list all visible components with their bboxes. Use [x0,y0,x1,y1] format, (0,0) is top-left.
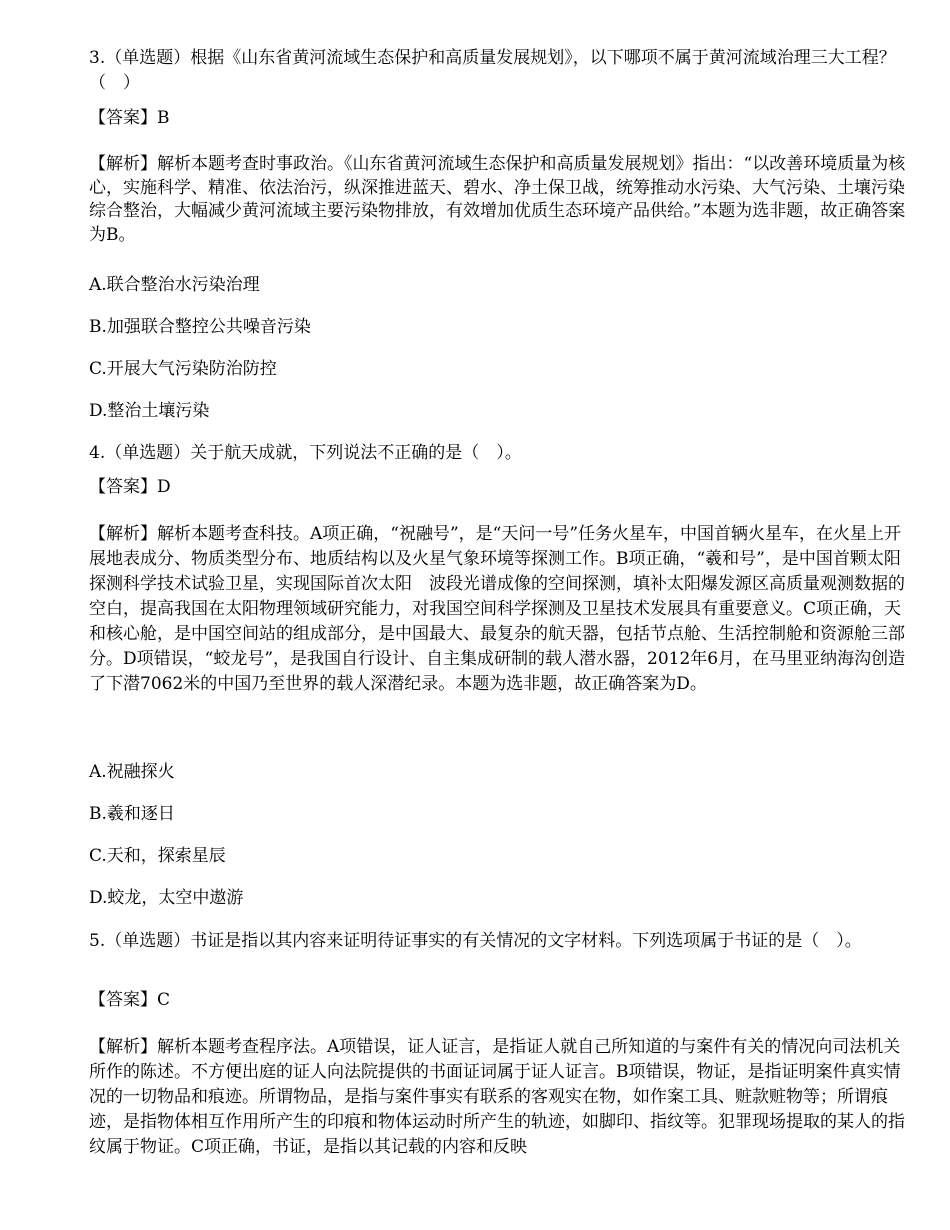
question-5-explanation: 【解析】解析本题考查程序法。A项错误，证人证言，是指证人就自己所知道的与案件有关的情况向司法机关所作的陈述。不方便出庭的证人向法院提供的书面证词属于证人证言。B项错误，物证，是指证明案件真实情况的一切物品和痕迹。所谓物品，是指与案件事实有联系的客观实在物，如作案工具、赃款赃物等；所谓痕迹，是指物体相互作用所产生的印痕和物体运动时所产生的轨迹，如脚印、指纹等。犯罪现场提取的某人的指纹属于物证。C项正确，书证，是指以其记载的内容和反映 [89,1037,905,1157]
question-4-option-a: A.祝融探火 [89,762,175,782]
question-5-answer: 【答案】C [89,990,171,1010]
question-3-option-a: A.联合整治水污染治理 [89,275,260,295]
question-4-answer: 【答案】D [89,477,171,497]
question-3-option-b: B.加强联合整控公共噪音污染 [89,317,311,337]
question-3-explanation: 【解析】解析本题考查时事政治。《山东省黄河流域生态保护和高质量发展规划》指出：“以改善环境质量为核心，实施科学、精准、依法治污，纵深推进蓝天、碧水、净土保卫战，统筹推动水污染、大气污染、土壤污染综合整治，大幅减少黄河流域主要污染物排放，有效增加优质生态环境产品供给。”本题为选非题，故正确答案为B。 [89,154,906,245]
question-3-answer: 【答案】B [89,108,170,128]
question-4-option-c: C.天和，探索星辰 [89,846,226,866]
question-4-option-d: D.蛟龙，太空中遨游 [89,888,244,908]
question-3-option-c: C.开展大气污染防治防控 [89,359,277,379]
question-3-stem: 3.（单选题）根据《山东省黄河流域生态保护和高质量发展规划》，以下哪项不属于黄河流域治理三大工程？（ ） [89,48,896,93]
question-4-explanation: 【解析】解析本题考查科技。A项正确，“祝融号”，是“天问一号”任务火星车，中国首辆火星车，在火星上开展地表成分、物质类型分布、地质结构以及火星气象环境等探测工作。B项正确，“羲和号”，是中国首颗太阳探测科学技术试验卫星，实现国际首次太阳 波段光谱成像的空间探测，填补太阳爆发源区高质量观测数据的空白，提高我国在太阳物理领域研究能力，对我国空间科学探测及卫星技术发展具有重要意义。C项正确，天和核心舱，是中国空间站的组成部分，是中国最大、最复杂的航天器，包括节点舱、生活控制舱和资源舱三部分。D项错误，“蛟龙号”，是我国自行设计、自主集成研制的载人潜水器，2012年6月，在马里亚纳海沟创造了下潜7062米的中国乃至世界的载人深潜纪录。本题为选非题，故正确答案为D。 [89,524,906,694]
question-4-stem: 4.（单选题）关于航天成就，下列说法不正确的是（ ）。 [89,443,522,463]
question-5-stem: 5.（单选题）书证是指以其内容来证明待证事实的有关情况的文字材料。下列选项属于书证的是（ ）。 [89,931,862,951]
question-4-option-b: B.羲和逐日 [89,804,175,824]
question-3-option-d: D.整治土壤污染 [89,401,210,421]
